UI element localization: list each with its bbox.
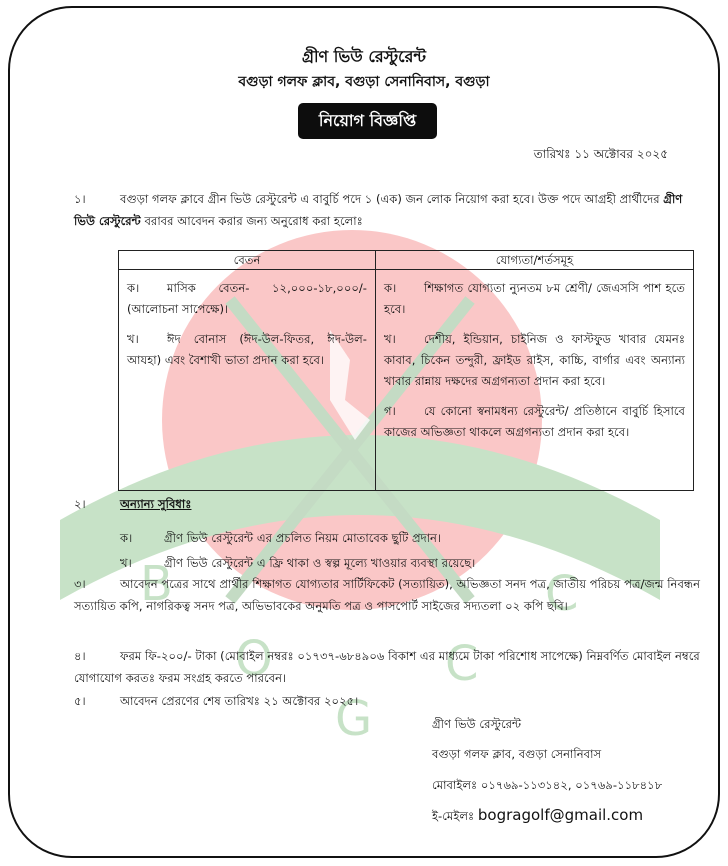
para-tail: বরাবর আবেদন করার জন্য অনুরোধ করা হলোঃ [144, 214, 363, 228]
list-item: ক। শিক্ষাগত যোগ্যতা ন্যুনতম ৮ম শ্রেণী/ জেএসসি পাশ হতে হবে। [384, 281, 685, 316]
requirements-table [118, 250, 694, 491]
para-number: ১। [74, 192, 86, 206]
paragraph-4: ৪। ফরম ফি-২০০/- টাকা (মোবাইল নম্বরঃ ০১৭৩৭-৬৮৪৯০৬ বিকাশ এর মাধ্যমে টাকা পরিশোধ সাপেক্ষে) নিম্নবর্ণিত মোবাইল নম্বরে যোগাযোগ করতঃ ফরম সংগ্রহ করতে পারবেন। [74, 649, 700, 685]
svg-text:B: B [140, 556, 173, 612]
table-header: যোগ্যতা/শর্তসমূহ [376, 251, 694, 270]
svg-text:O: O [235, 631, 273, 687]
other-benefits-heading: ২। অন্যান্য সুবিধাঃ [74, 497, 192, 511]
para-bold-name: গ্রীণ ভিউ রেস্টুরেন্ট [74, 192, 683, 228]
email-link[interactable]: bogragolf@gmail.com [477, 806, 644, 824]
list-item: খ। দেশীয়, ইন্ডিয়ান, চাইনিজ ও ফাস্টফুড খাবার যেমনঃ কাবাব, চিকেন তন্দুরী, ফ্রাইড রাইস, কাচ্চি, বার্গার এবং অন্যান্য খাবার রান্নায় দক্ষদের অগ্রগন্যতা প্রদান করা হবে। [384, 332, 685, 388]
requirements-cell [376, 270, 694, 491]
list-item: ক। গ্রীণ ভিউ রেস্টুরেন্ট এর প্রচলিত নিয়ম মোতাবেক ছুটি প্রদান। [120, 531, 442, 545]
signature-name: গ্রীণ ভিউ রেস্টুরেন্ট [432, 717, 522, 731]
list-item: গ। যে কোনো স্বনামধন্য রেস্টুরেন্ট/ প্রতিষ্ঠানে বাবুর্চি হিসাবে কাজের অভিজ্ঞতা থাকলে অগ্রগন্যতা প্রদান করা হবে। [384, 404, 685, 439]
list-item: খ। গ্রীণ ভিউ রেস্টুরেন্ট এ ফ্রি থাকা ও স্বল্প মূল্যে খাওয়ার ব্যবস্থা রয়েছে। [120, 556, 476, 570]
signature-mobile: মোবাইলঃ ০১৭৬৯-১১৩১৪২, ০১৭৬৯-১১৮৪১৮ [432, 778, 663, 792]
paragraph-3: ৩। আবেদন পত্রের সাথে প্রার্থীর শিক্ষাগত যোগ্যতার সার্টিফিকেট (সত্যায়িত), অভিজ্ঞতা সনদ পত্র, জাতীয় পরিচয় পত্র/জন্ম নিবন্ধন সত্যায়িত কপি, নাগরিকত্ব সনদ পত্র, অভিভাবকের অনুমতি পত্র ও পাসপোর্ট সাইজের সদ্যতলা ০২ কপি ছবি। [74, 577, 700, 613]
address-subtitle: বগুড়া গলফ ক্লাব, বগুড়া সেনানিবাস, বগুড়া [238, 74, 490, 90]
list-item: ক। মাসিক বেতন- ১২,০০০-১৮,০০০/- (আলোচনা সাপেক্ষে)। [127, 281, 367, 316]
svg-text:C: C [445, 636, 479, 692]
svg-text:C: C [545, 566, 579, 622]
signature-address: বগুড়া গলফ ক্লাব, বগুড়া সেনানিবাস [432, 747, 602, 761]
salary-cell [119, 270, 376, 491]
table-header: বেতন [119, 251, 376, 270]
svg-text:G: G [335, 691, 373, 747]
paragraph-1 [74, 188, 706, 232]
notice-label: নিয়োগ বিজ্ঞপ্তি [298, 103, 437, 139]
list-item: খ। ঈদ বোনাস (ঈদ-উল-ফিতর, ঈদ-উল-আযহা) এবং বৈশাখী ভাতা প্রদান করা হবে। [127, 332, 367, 367]
signature-email: ই-মেইলঃ bogragolf@gmail.com [432, 806, 644, 824]
notice-date: তারিখঃ ১১ অক্টোবর ২০২৫ [533, 147, 668, 161]
para-text: বগুড়া গলফ ক্লাবে গ্রীন ভিউ রেস্টুরেন্ট এ বাবুর্চি পদে ১ (এক) জন লোক নিয়োগ করা হবে। উক্ত পদে আগ্রহী প্রার্থীদের [120, 192, 660, 206]
page-title: গ্রীণ ভিউ রেস্টুরেন্ট [302, 47, 426, 66]
paragraph-5: ৫। আবেদন প্রেরণের শেষ তারিখঃ ২১ অক্টোবর ২০২৫। [74, 694, 359, 708]
